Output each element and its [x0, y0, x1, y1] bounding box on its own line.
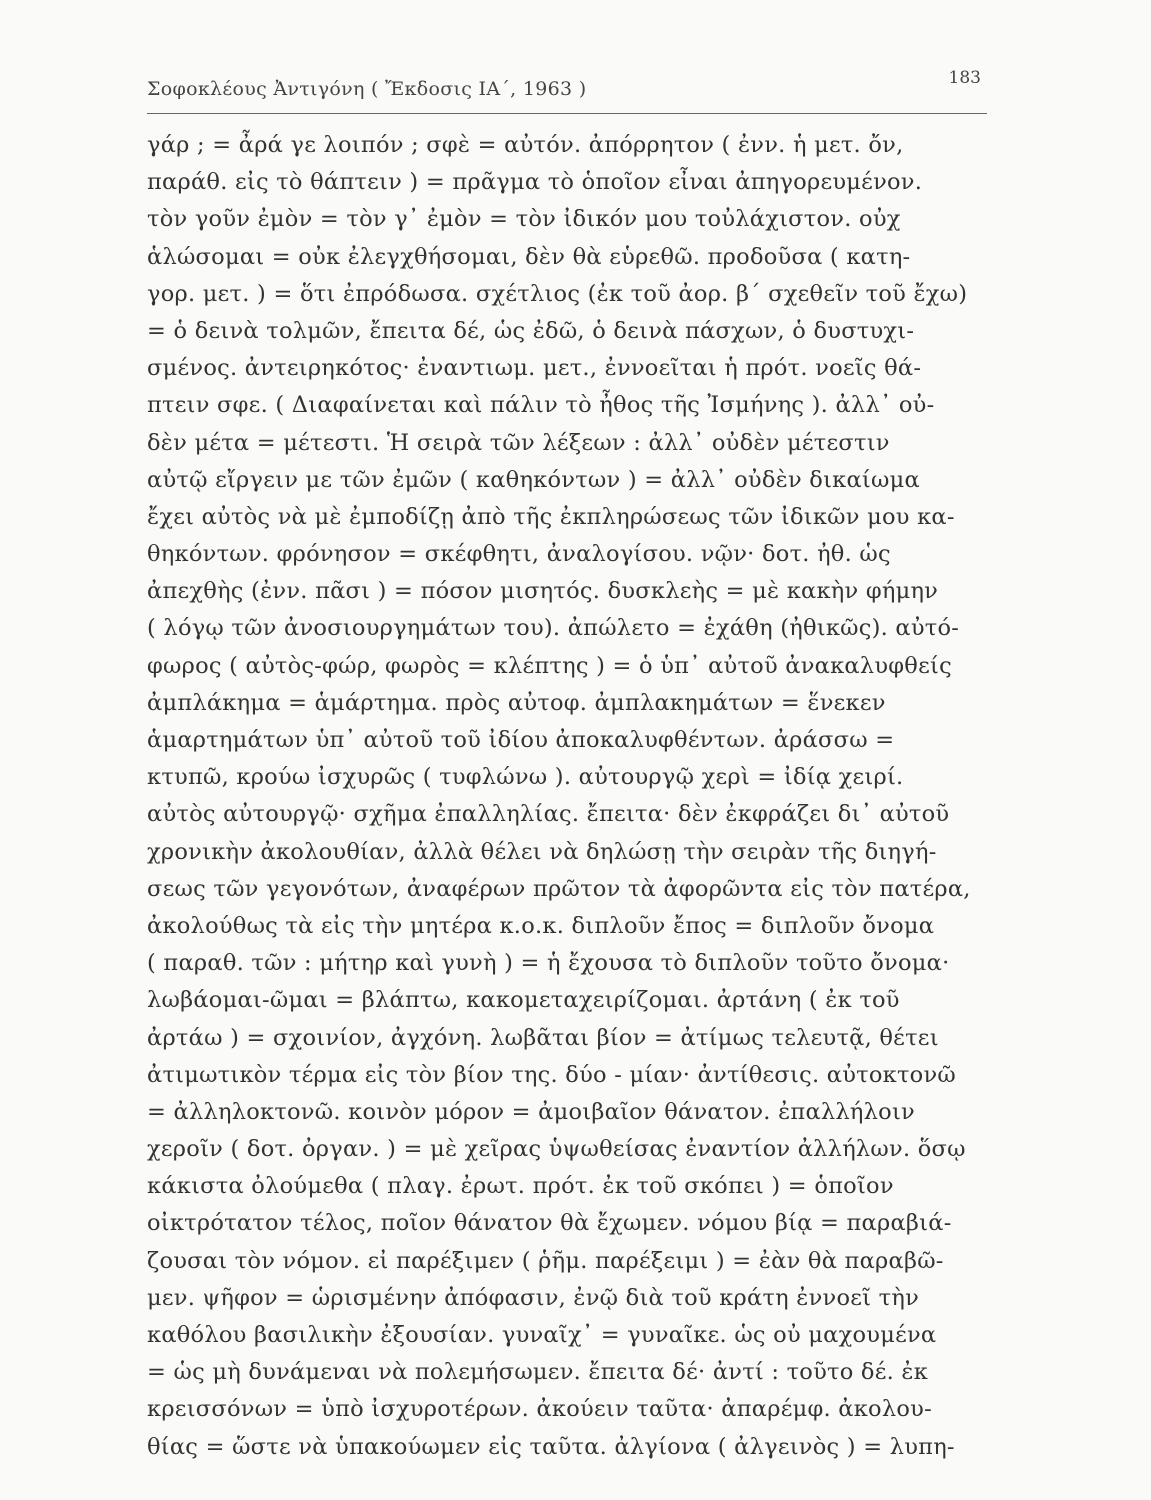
text-line: τὸν γοῦν ἐμὸν = τὸν γ᾿ ἐμὸν = τὸν ἰδικόν μου τοὐλάχιστον. οὐχ: [147, 206, 901, 233]
text-line: καθόλου βασιλικὴν ἐξουσίαν. γυναῖχ᾿ = γυναῖκε. ὡς οὐ μαχουμένα: [147, 1322, 937, 1348]
text-line: λωβάομαι-ῶμαι = βλάπτω, κακομεταχειρίζομαι. ἀρτάνη ( ἐκ τοῦ: [147, 987, 900, 1014]
running-head-title: Σοφοκλέους Ἀντιγόνη ( Ἔκδοσις ΙΑ΄, 1963 ): [147, 78, 587, 100]
text-line: φωρος ( αὐτὸς-φώρ, φωρὸς = κλέπτης ) = ὁ ὑπ᾿ αὐτοῦ ἀνακαλυφθείς: [147, 652, 952, 679]
text-line: = ὁ δεινὰ τολμῶν, ἔπειτα δέ, ὡς ἐδῶ, ὁ δεινὰ πάσχων, ὁ δυστυχι-: [147, 317, 915, 344]
commentary-text: [147, 127, 1007, 1466]
text-line: ζουσαι τὸν νόμον. εἰ παρέξιμεν ( ῥῆμ. παρέξειμι ) = ἐὰν θὰ παραβῶ-: [147, 1247, 944, 1274]
header-rule: [147, 113, 987, 114]
text-line: πτειν σφε. ( Διαφαίνεται καὶ πάλιν τὸ ἦθος τῆς Ἰσμήνης ). ἀλλ᾿ οὐ-: [147, 392, 935, 419]
text-line: οἰκτρότατον τέλος, ποῖον θάνατον θὰ ἔχωμεν. νόμου βίᾳ = παραβιά-: [147, 1210, 952, 1237]
text-line: γάρ ; = ἆρά γε λοιπόν ; σφὲ = αὐτόν. ἀπόρρητον ( ἐνν. ἡ μετ. ὄν,: [147, 132, 904, 158]
text-line: ἀπεχθὴς (ἐνν. πᾶσι ) = πόσον μισητός. δυσκλεὴς = μὲ κακὴν φήμην: [147, 578, 939, 605]
text-line: ( λόγῳ τῶν ἀνοσιουργημάτων του). ἀπώλετο = ἐχάθη (ἠθικῶς). αὐτό-: [147, 615, 960, 642]
text-line: ( παραθ. τῶν : μήτηρ καὶ γυνὴ ) = ἡ ἔχουσα τὸ διπλοῦν τοῦτο ὄνομα·: [147, 950, 950, 977]
text-line: σμένος. ἀντειρηκότος· ἐναντιωμ. μετ., ἐννοεῖται ἡ πρότ. νοεῖς θά-: [147, 355, 922, 382]
text-line: κρεισσόνων = ὑπὸ ἰσχυροτέρων. ἀκούειν ταῦτα· ἀπαρέμφ. ἀκολου-: [147, 1396, 932, 1423]
text-line: χρονικὴν ἀκολουθίαν, ἀλλὰ θέλει νὰ δηλώσῃ τὴν σειρὰν τῆς διηγή-: [147, 838, 937, 865]
text-line: χεροῖν ( δοτ. ὀργαν. ) = μὲ χεῖρας ὑψωθείσας ἐναντίον ἀλλήλων. ὅσῳ: [147, 1136, 966, 1163]
text-line: ἀκολούθως τὰ εἰς τὴν μητέρα κ.ο.κ. διπλοῦν ἔπος = διπλοῦν ὄνομα: [147, 912, 935, 939]
text-line: θηκόντων. φρόνησον = σκέφθητι, ἀναλογίσου. νῷν· δοτ. ἠθ. ὡς: [147, 541, 891, 568]
text-line: κτυπῶ, κρούω ἰσχυρῶς ( τυφλώνω ). αὐτουργῷ χερὶ = ἰδίᾳ χειρί.: [147, 764, 904, 791]
text-line: ἔχει αὐτὸς νὰ μὲ ἐμποδίζῃ ἀπὸ τῆς ἐκπληρώσεως τῶν ἰδικῶν μου κα-: [147, 503, 955, 530]
text-line: αὐτὸς αὐτουργῷ· σχῆμα ἐπαλληλίας. ἔπειτα· δὲν ἐκφράζει δι᾿ αὐτοῦ: [147, 801, 950, 828]
text-line: αὐτῷ εἴργειν με τῶν ἐμῶν ( καθηκόντων ) = ἀλλ᾿ οὐδὲν δικαίωμα: [147, 466, 920, 493]
text-line: παράθ. εἰς τὸ θάπτειν ) = πρᾶγμα τὸ ὁποῖον εἶναι ἀπηγορευμένον.: [147, 169, 923, 196]
text-line: δὲν μέτα = μέτεστι. Ἡ σειρὰ τῶν λέξεων : ἀλλ᾿ οὐδὲν μέτεστιν: [147, 429, 890, 456]
text-line: θίας = ὥστε νὰ ὑπακούωμεν εἰς ταῦτα. ἀλγίονα ( ἀλγεινὸς ) = λυπη-: [147, 1433, 955, 1460]
text-line: ἀτιμωτικὸν τέρμα εἰς τὸν βίον της. δύο - μίαν· ἀντίθεσις. αὐτοκτονῶ: [147, 1061, 956, 1088]
running-head: [147, 68, 987, 114]
text-line: σεως τῶν γεγονότων, ἀναφέρων πρῶτον τὰ ἀφορῶντα εἰς τὸν πατέρα,: [147, 875, 971, 902]
page-number: 183: [948, 68, 981, 88]
text-line: γορ. μετ. ) = ὅτι ἐπρόδωσα. σχέτλιος (ἐκ τοῦ ἀορ. β΄ σχεθεῖν τοῦ ἔχω): [147, 280, 968, 307]
text-line: ἁμαρτημάτων ὑπ᾿ αὐτοῦ τοῦ ἰδίου ἀποκαλυφθέντων. ἀράσσω =: [147, 727, 895, 753]
text-line: ἀρτάω ) = σχοινίον, ἀγχόνη. λωβᾶται βίον = ἀτίμως τελευτᾷ, θέτει: [147, 1024, 939, 1051]
text-line: = ἀλληλοκτονῶ. κοινὸν μόρον = ἀμοιβαῖον θάνατον. ἐπαλλήλοιν: [147, 1098, 915, 1125]
text-line: = ὡς μὴ δυνάμεναι νὰ πολεμήσωμεν. ἔπειτα δέ· ἀντί : τοῦτο δέ. ἐκ: [147, 1359, 929, 1386]
text-line: κάκιστα ὀλούμεθα ( πλαγ. ἐρωτ. πρότ. ἐκ τοῦ σκόπει ) = ὁποῖον: [147, 1173, 894, 1200]
text-line: ἁλώσομαι = οὐκ ἐλεγχθήσομαι, δὲν θὰ εὑρεθῶ. προδοῦσα ( κατη-: [147, 243, 911, 270]
text-line: ἀμπλάκημα = ἁμάρτημα. πρὸς αὐτοφ. ἀμπλακημάτων = ἕνεκεν: [147, 689, 886, 716]
text-line: μεν. ψῆφον = ὡρισμένην ἀπόφασιν, ἐνῷ διὰ τοῦ κράτη ἐννοεῖ τὴν: [147, 1284, 919, 1311]
